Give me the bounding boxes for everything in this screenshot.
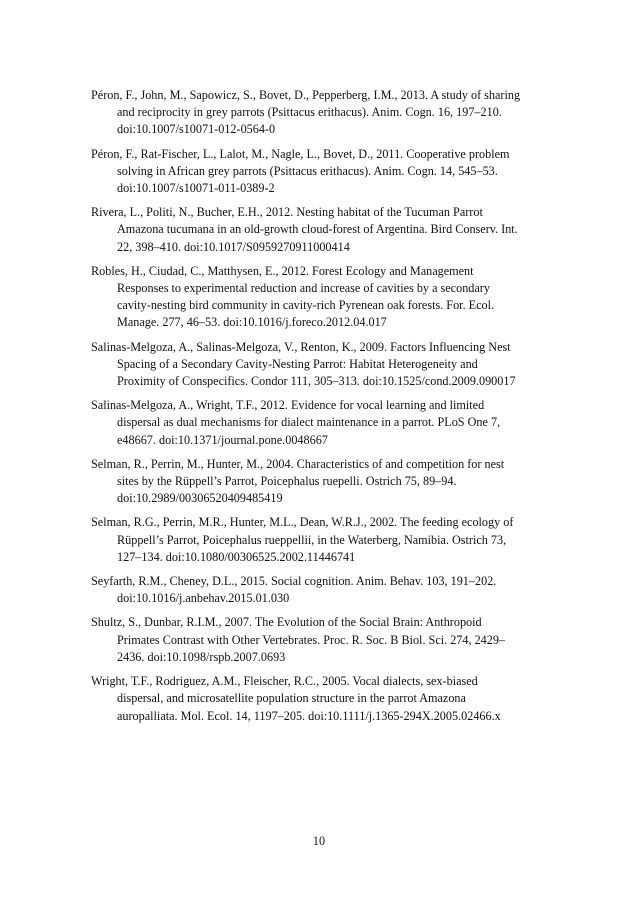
reference-line: doi:10.1007/s10071-011-0389-2 bbox=[117, 181, 275, 196]
reference-entry bbox=[91, 456, 561, 508]
reference-line: cavity-nesting bird community in cavity-rich Pyrenean oak forests. For. Ecol. bbox=[117, 298, 495, 313]
reference-entry bbox=[91, 263, 561, 332]
reference-line: Proximity of Conspecifics. Condor 111, 305–313. doi:10.1525/cond.2009.090017 bbox=[117, 374, 516, 389]
reference-line: auropalliata. Mol. Ecol. 14, 1197–205. doi:10.1111/j.1365-294X.2005.02466.x bbox=[117, 708, 501, 723]
reference-line: Salinas-Melgoza, A., Wright, T.F., 2012. Evidence for vocal learning and limited bbox=[91, 398, 485, 413]
reference-line: doi:10.1007/s10071-012-0564-0 bbox=[117, 122, 276, 137]
reference-line: and reciprocity in grey parrots (Psittacus erithacus). Anim. Cogn. 16, 197–210. bbox=[117, 105, 502, 120]
reference-entry bbox=[91, 614, 561, 666]
reference-entry bbox=[91, 673, 561, 725]
page-number: 10 bbox=[312, 834, 326, 848]
reference-line: Selman, R.G., Perrin, M.R., Hunter, M.L., Dean, W.R.J., 2002. The feeding ecology of bbox=[91, 515, 514, 530]
reference-line: Wright, T.F., Rodriguez, A.M., Fleischer, R.C., 2005. Vocal dialects, sex-biased bbox=[91, 674, 478, 689]
reference-line: doi:10.2989/00306520409485419 bbox=[117, 491, 283, 506]
reference-line: Péron, F., Rat-Fischer, L., Lalot, M., Nagle, L., Bovet, D., 2011. Cooperative problem bbox=[91, 146, 510, 161]
reference-line: Shultz, S., Dunbar, R.I.M., 2007. The Evolution of the Social Brain: Anthropoid bbox=[91, 615, 482, 630]
reference-line: Spacing of a Secondary Cavity-Nesting Parrot: Habitat Heterogeneity and bbox=[117, 356, 478, 371]
reference-entry bbox=[91, 339, 561, 391]
reference-list bbox=[91, 87, 561, 732]
reference-line: dispersal as dual mechanisms for dialect maintenance in a parrot. PLoS One 7, bbox=[117, 415, 501, 430]
reference-line: Selman, R., Perrin, M., Hunter, M., 2004. Characteristics of and competition for nest bbox=[91, 456, 505, 471]
reference-line: 2436. doi:10.1098/rspb.2007.0693 bbox=[117, 649, 286, 664]
reference-line: Rüppell’s Parrot, Poicephalus rueppellii, in the Waterberg, Namibia. Ostrich 73, bbox=[117, 532, 507, 547]
reference-line: 127–134. doi:10.1080/00306525.2002.11446741 bbox=[117, 549, 356, 564]
reference-line: Manage. 277, 46–53. doi:10.1016/j.foreco.2012.04.017 bbox=[117, 315, 387, 330]
reference-line: sites by the Rüppell’s Parrot, Poicephalus ruepelli. Ostrich 75, 89–94. bbox=[117, 474, 457, 489]
reference-line: solving in African grey parrots (Psittacus erithacus). Anim. Cogn. 14, 545–53. bbox=[117, 163, 498, 178]
reference-line: e48667. doi:10.1371/journal.pone.0048667 bbox=[117, 432, 328, 447]
reference-line: doi:10.1016/j.anbehav.2015.01.030 bbox=[117, 591, 290, 606]
reference-line: Amazona tucumana in an old-growth cloud-forest of Argentina. Bird Conserv. Int. bbox=[117, 222, 518, 237]
reference-entry bbox=[91, 514, 561, 566]
reference-entry bbox=[91, 204, 561, 256]
reference-line: Péron, F., John, M., Sapowicz, S., Bovet, D., Pepperberg, I.M., 2013. A study of sharing bbox=[91, 88, 521, 102]
reference-line: Salinas-Melgoza, A., Salinas-Melgoza, V., Renton, K., 2009. Factors Influencing Nest bbox=[91, 339, 511, 354]
reference-entry bbox=[91, 397, 561, 449]
reference-line: Responses to experimental reduction and increase of cavities by a secondary bbox=[117, 281, 490, 296]
reference-entry bbox=[91, 573, 561, 607]
reference-line: Primates Contrast with Other Vertebrates. Proc. R. Soc. B Biol. Sci. 274, 2429– bbox=[117, 632, 506, 647]
reference-line: dispersal, and microsatellite population structure in the parrot Amazona bbox=[117, 691, 466, 706]
reference-entry bbox=[91, 87, 561, 139]
reference-line: Rivera, L., Politi, N., Bucher, E.H., 2012. Nesting habitat of the Tucuman Parrot bbox=[91, 205, 483, 220]
reference-line: Robles, H., Ciudad, C., Matthysen, E., 2012. Forest Ecology and Management bbox=[91, 263, 474, 278]
reference-line: 22, 398–410. doi:10.1017/S0959270911000414 bbox=[117, 239, 350, 254]
reference-line: Seyfarth, R.M., Cheney, D.L., 2015. Social cognition. Anim. Behav. 103, 191–202. bbox=[91, 574, 497, 589]
reference-entry bbox=[91, 146, 561, 198]
